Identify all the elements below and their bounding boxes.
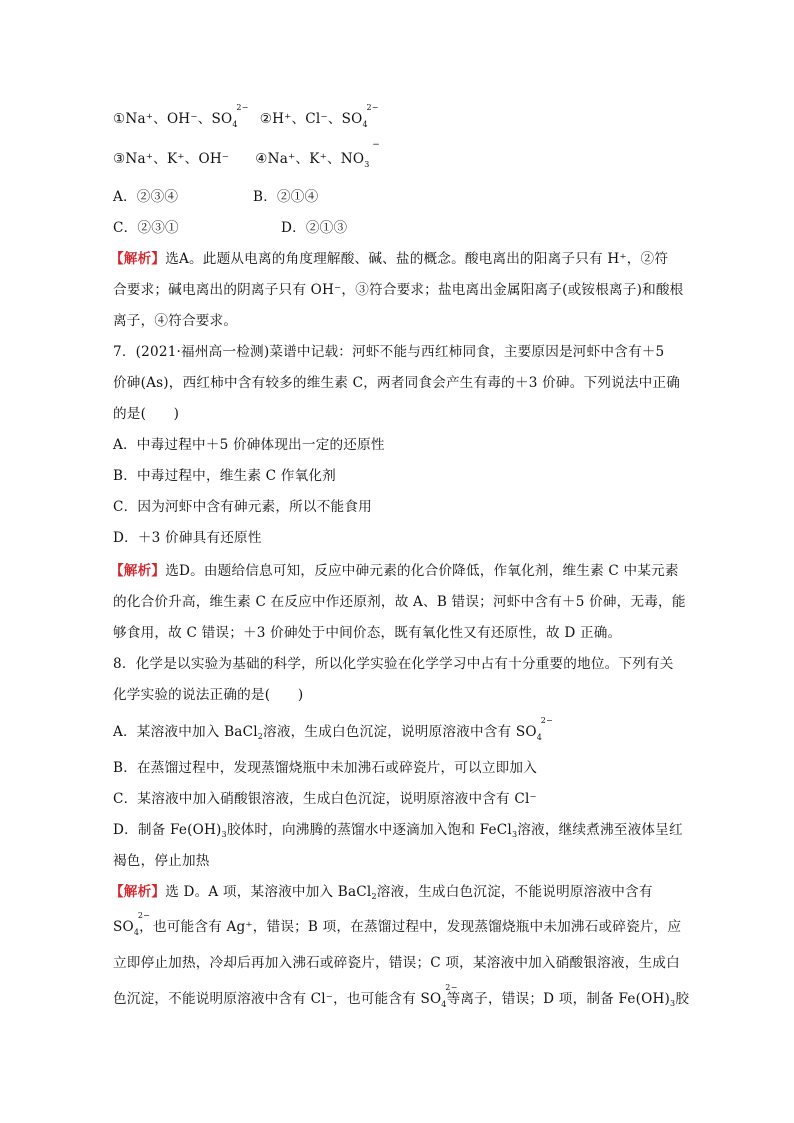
q7-option-a: A．中毒过程中＋5 价砷体现出一定的还原性 — [113, 437, 385, 453]
option-1: ①Na⁺、OH⁻、$SO_4$ 2− — [113, 103, 249, 129]
q8-analysis-line-1: 【解析】选 D。A 项，某溶液中加入 BaCl$_2$溶液，生成白色沉淀，不能说明原溶液中含有 — [110, 884, 653, 901]
q6-analysis-line-2: 合要求；碱电离出的阴离子只有 OH⁻，③符合要求；盐电离出金属阳离子(或铵根离子)和酸根 — [113, 282, 684, 298]
q7-analysis-line-1: 【解析】选D。由题给信息可知，反应中砷元素的化合价降低，作氧化剂，维生素 C 中某元素 — [110, 563, 679, 579]
q7-option-c: C．因为河虾中含有砷元素，所以不能食用 — [113, 499, 372, 515]
q8-option-b: B．在蒸馏过程中，发现蒸馏烧瓶中未加沸石或碎瓷片，可以立即加入 — [113, 760, 537, 776]
q8-stem-line-1: 8．化学是以实验为基础的科学，所以化学实验在化学学习中占有十分重要的地位。下列有关 — [113, 656, 674, 672]
q7-analysis-line-2: 的化合价升高，维生素 C 在反应中作还原剂，故 A、B 错误；河虾中含有＋5 价砷，无毒，能 — [113, 594, 686, 610]
q6-choices-row-1 — [113, 187, 319, 207]
analysis-tag: 【解析】 — [110, 563, 166, 579]
q7-analysis-line-3: 够食用，故 C 错误；＋3 价砷处于中间价态，既有氧化性又有还原性，故 D 正确。 — [113, 625, 622, 641]
option-4: ④Na⁺、K⁺、$NO_3$ − — [255, 140, 380, 169]
option-2: ②H⁺、Cl⁻、$SO_4$ 2− — [259, 103, 379, 129]
q6-options-row-2 — [113, 140, 380, 171]
q7-stem-line-3: 的是( ) — [113, 406, 180, 422]
q7-option-b: B．中毒过程中，维生素 C 作氧化剂 — [113, 468, 336, 484]
q8-analysis-line-4: 色沉淀，不能说明原溶液中含有 Cl⁻，也可能含有 $SO_4$ 2− 等离子，错误；D 项，制备 $Fe(OH)_3$胶 — [113, 983, 690, 1009]
choice-c: C．②③① — [113, 220, 179, 236]
q8-analysis-line-3: 立即停止加热，冷却后再加入沸石或碎瓷片，错误；C 项，某溶液中加入硝酸银溶液，生成白 — [113, 955, 680, 971]
q7-stem-line-2: 价砷(As)，西红柿中含有较多的维生素 C，两者同食会产生有毒的＋3 价砷。下列说法中正确 — [113, 375, 681, 391]
q8-option-c: C．某溶液中加入硝酸银溶液，生成白色沉淀，说明原溶液中含有 Cl⁻ — [113, 791, 537, 807]
choice-d: D．②①③ — [281, 220, 348, 236]
q6-analysis-line-3: 离子，④符合要求。 — [113, 313, 238, 329]
analysis-tag: 【解析】 — [110, 884, 166, 900]
q7-option-d: D．＋3 价砷具有还原性 — [113, 530, 262, 546]
q7-stem-line-1: 7．(2021·福州高一检测)菜谱中记载：河虾不能与西红柿同食，主要原因是河虾中含有＋5 — [113, 344, 665, 360]
q6-analysis-line-1: 【解析】选A。此题从电离的角度理解酸、碱、盐的概念。酸电离出的阳离子只有 H⁺，②符 — [110, 251, 669, 267]
q6-choices-row-2 — [113, 218, 348, 238]
q6-options-row-1 — [113, 103, 379, 131]
q8-analysis-line-2: $SO_4$ 2− ，也可能含有 Ag⁺，错误；B 项，在蒸馏过程中，发现蒸馏烧瓶中未加沸石或碎瓷片，应 — [113, 911, 682, 937]
analysis-tag: 【解析】 — [110, 251, 166, 267]
q8-option-d-line-1: D．制备 $Fe(OH)_3$胶体时，向沸腾的蒸馏水中逐滴加入饱和 FeCl$_3$溶液，继续煮沸至液体呈红 — [113, 822, 683, 839]
option-3: ③Na⁺、K⁺、OH⁻ — [113, 151, 230, 167]
q8-stem-line-2: 化学实验的说法正确的是( ) — [113, 687, 304, 703]
q8-option-d-line-2: 褐色，停止加热 — [113, 853, 210, 869]
q8-option-a: A．某溶液中加入 BaCl$_2$溶液，生成白色沉淀，说明原溶液中含有 $SO_4$ 2− — [113, 716, 553, 742]
choice-a: A．②③④ — [113, 189, 179, 205]
choice-b: B．②①④ — [253, 189, 319, 205]
